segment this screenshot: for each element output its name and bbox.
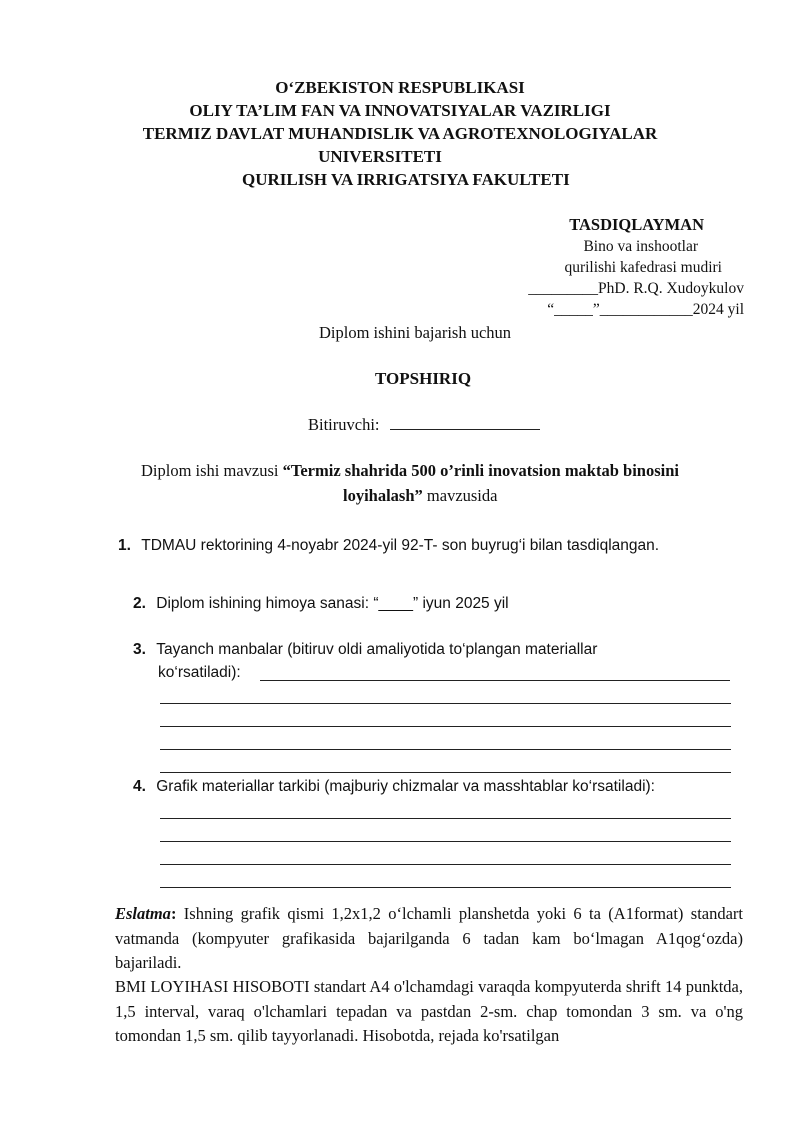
graduate-field [308,415,540,435]
item-3 [133,641,597,659]
item-3-number: 3. [133,641,146,658]
ministry-line-1: O‘ZBEKISTON RESPUBLIKASI [275,78,525,97]
purpose-line: Diplom ishini bajarish uchun [319,323,512,342]
topic-line-2 [343,486,497,506]
university-line-1: TERMIZ DAVLAT MUHANDISLIK VA AGROTEXNOLOGIYALAR [142,124,658,143]
item-4-blank-line-2 [160,841,731,842]
approval-position-1: Bino va inshootlar [583,238,698,255]
topic-suffix: mavzusida [422,486,498,505]
graduate-blank [390,429,540,430]
item-4-number: 4. [133,778,146,795]
item-3-text-line-1: Tayanch manbalar (bitiruv oldi amaliyotida to‘plangan materiallar [156,641,598,658]
note-text-1: Ishning grafik qismi 1,2x1,2 o‘lchamli planshetda yoki 6 ta (A1format) standart vatmanda (kompyuter grafikasida bajarilganda 6 tadan kam bo‘lmagan A1qog‘ozda) bajariladi. [115,904,743,972]
item-4-blank-line-4 [160,887,731,888]
item-3-blank-line-3 [160,726,731,727]
approval-title: TASDIQLAYMAN [569,215,704,234]
document-title: TOPSHIRIQ [375,369,472,388]
approval-position-2: qurilishi kafedrasi mudiri [564,259,722,276]
item-4-blank-line-3 [160,864,731,865]
note-paragraph-2: BMI LOYIHASI HISOBOTI standart A4 o'lchamdagi varaqda kompyuterda shrift 14 punktda, 1,5 interval, varaq o'lchamlari tepadan va pastdan 2-sm. chap tomondan 3 sm. va o'ng tomondan 1,5 sm. qilib tayyorlanadi. Hisobotda, rejada ko'rsatilgan [115,977,743,1045]
item-2 [133,595,509,613]
approval-signature: _________PhD. R.Q. Xudoykulov [528,280,744,297]
item-3-blank-line-4 [160,749,731,750]
item-3-text-line-2: ko‘rsatiladi): [158,664,241,681]
faculty-line: QURILISH VA IRRIGATSIYA FAKULTETI [242,170,570,189]
note-label: Eslatma [115,904,171,923]
graduate-label: Bitiruvchi: [308,415,380,434]
item-4 [133,778,655,796]
approval-date: “_____”____________2024 yil [547,301,744,318]
item-2-number: 2. [133,595,146,612]
item-3-line-2 [158,664,241,682]
item-1 [118,537,659,555]
note-colon: : [170,904,177,923]
item-1-number: 1. [118,537,131,554]
topic-line-1 [0,461,800,481]
item-3-blank-line-5 [160,772,731,773]
item-1-text: TDMAU rektorining 4-noyabr 2024-yil 92-T- son buyrug‘i bilan tasdiqlangan. [141,537,660,554]
ministry-line-2: OLIY TA’LIM FAN VA INNOVATSIYALAR VAZIRLIGI [189,101,611,120]
item-3-blank-line-2 [160,703,731,704]
item-3-blank-line-1 [260,680,730,681]
university-line-2: UNIVERSITETI [318,147,442,166]
note-paragraph-1 [115,902,743,976]
topic-prefix: Diplom ishi mavzusi [140,461,283,480]
topic-title-1: “Termiz shahrida 500 o’rinli inovatsion maktab binosini [282,461,679,480]
topic-title-2: loyihalash” [343,486,423,505]
item-4-blank-line-1 [160,818,731,819]
item-4-text: Grafik materiallar tarkibi (majburiy chizmalar va masshtablar ko‘rsatiladi): [156,778,655,795]
item-2-text: Diplom ishining himoya sanasi: “____” iyun 2025 yil [156,595,509,612]
